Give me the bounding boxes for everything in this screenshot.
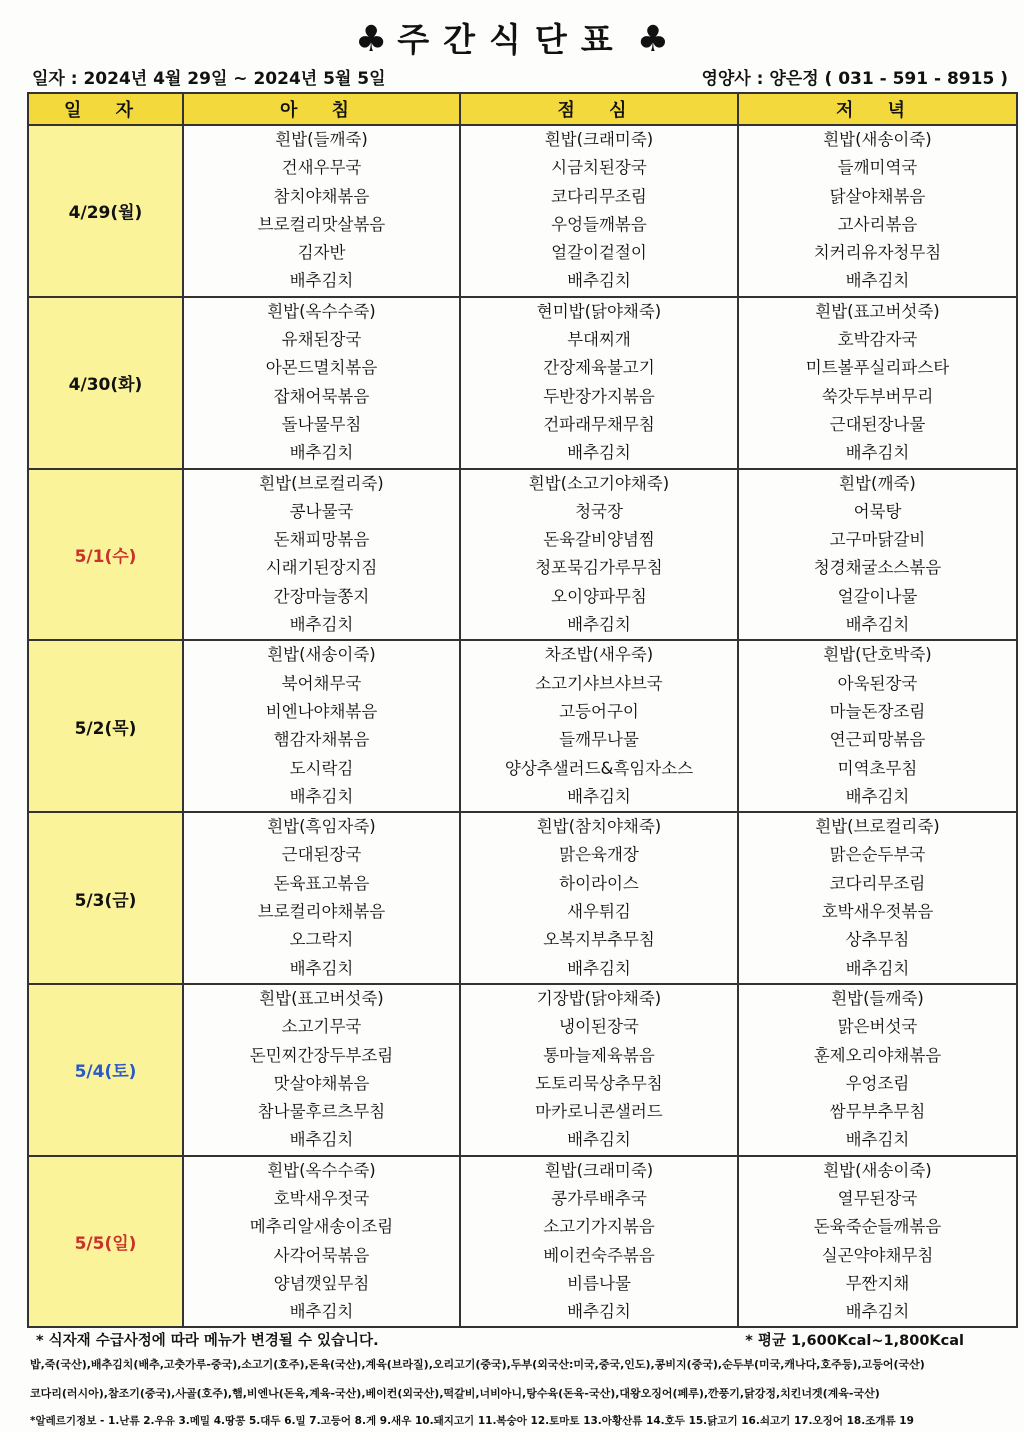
lunch-cell — [460, 984, 738, 1156]
dinner-cell — [738, 125, 1017, 297]
menu-item: 배추김치 — [845, 1130, 910, 1150]
day-row — [28, 984, 1017, 1156]
period-label: 일자 : 2024년 4월 29일 ~ 2024년 5월 5일 — [32, 69, 386, 89]
menu-item: 배추김치 — [289, 271, 354, 291]
menu-item: 배추김치 — [567, 958, 631, 978]
club-icon: ♣ — [355, 19, 388, 60]
menu-item: 미역초무침 — [837, 758, 918, 778]
allergy-info: *알레르기정보 - 1.난류 2.우유 3.메밀 4.땅콩 5.대두 6.밀 7.고등어 8.게 9.새우 10.돼지고기 11.복숭아 12.토마토 13.아황산류 14.호두 15.닭고기 16.쇠고기 17.오징어 18.조개류 19 — [30, 1415, 914, 1427]
day-row — [28, 469, 1017, 641]
menu-item: 기장밥(닭야채죽) — [536, 988, 662, 1008]
menu-item: 시래기된장지짐 — [265, 558, 378, 578]
menu-item: 배추김치 — [567, 1130, 631, 1150]
menu-item: 배추김치 — [567, 271, 631, 291]
menu-item: 배추김치 — [567, 443, 631, 463]
menu-item: 흰밥(표고버섯죽) — [259, 988, 384, 1008]
menu-item: 흰밥(참치야채죽) — [536, 817, 662, 837]
menu-item: 오그락지 — [289, 930, 354, 950]
menu-item: 배추김치 — [567, 615, 631, 635]
menu-item: 고구마닭갈비 — [829, 530, 926, 550]
menu-item: 소고기샤브샤브국 — [535, 673, 663, 693]
menu-item: 우엉조림 — [845, 1073, 910, 1093]
menu-item: 두반장가지볶음 — [543, 386, 655, 406]
menu-item: 맑은육개장 — [559, 845, 639, 865]
menu-item: 배추김치 — [845, 958, 910, 978]
day-date: 5/5(일) — [28, 1156, 183, 1328]
menu-item: 연근피망볶음 — [829, 730, 926, 750]
menu-item: 흰밥(새송이죽) — [267, 645, 376, 665]
menu-item: 콩가루배추국 — [551, 1188, 647, 1208]
menu-item: 배추김치 — [567, 786, 631, 806]
menu-item: 얼갈이나물 — [837, 586, 918, 606]
menu-item: 브로컬리맛살볶음 — [257, 214, 386, 234]
menu-item: 베이컨숙주볶음 — [543, 1245, 655, 1265]
menu-item: 하이라이스 — [559, 873, 639, 893]
menu-item: 참나물후르츠무침 — [257, 1102, 386, 1122]
menu-item: 오복지부추무침 — [543, 930, 655, 950]
menu-item: 돌나물무침 — [281, 414, 362, 434]
menu-item: 호박감자국 — [837, 330, 918, 350]
menu-item: 치커리유자청무침 — [813, 243, 942, 263]
menu-item: 햄감자채볶음 — [273, 730, 370, 750]
menu-item: 잡채어묵볶음 — [273, 386, 370, 406]
menu-item: 새우튀김 — [567, 902, 631, 922]
menu-item: 흰밥(새송이죽) — [823, 1160, 932, 1180]
menu-item: 닭살야채볶음 — [829, 186, 926, 206]
breakfast-cell — [183, 469, 460, 641]
menu-item: 실곤약야채무침 — [821, 1245, 934, 1265]
day-row — [28, 297, 1017, 469]
dinner-cell — [738, 640, 1017, 812]
menu-item: 흰밥(크래미죽) — [544, 1160, 654, 1180]
menu-item: 배추김치 — [567, 1302, 631, 1322]
col-header-dinner: 저 녁 — [738, 93, 1017, 125]
menu-item: 고등어구이 — [559, 701, 639, 721]
menu-item: 흰밥(옥수수죽) — [267, 301, 376, 321]
menu-item: 건파래무채무침 — [543, 414, 655, 434]
day-date: 5/3(금) — [28, 812, 183, 984]
menu-item: 고사리볶음 — [837, 214, 918, 234]
menu-item: 흰밥(흑임자죽) — [267, 817, 376, 837]
menu-item: 흰밥(소고기야채죽) — [528, 473, 670, 493]
menu-item: 배추김치 — [289, 1130, 354, 1150]
nutritionist-label: 영양사 : 양은정 ( 031 - 591 - 8915 ) — [701, 69, 1008, 89]
breakfast-cell — [183, 640, 460, 812]
menu-item: 배추김치 — [289, 443, 354, 463]
menu-item: 북어채무국 — [281, 673, 362, 693]
menu-item: 소고기가지볶음 — [543, 1217, 655, 1237]
menu-item: 흰밥(옥수수죽) — [267, 1160, 376, 1180]
menu-item: 비름나물 — [567, 1273, 631, 1293]
menu-item: 돈육갈비양념찜 — [543, 530, 655, 550]
menu-item: 무짠지채 — [845, 1273, 910, 1293]
menu-item: 맑은순두부국 — [829, 845, 926, 865]
dinner-cell — [738, 984, 1017, 1156]
day-date: 5/4(토) — [28, 984, 183, 1156]
menu-item: 호박새우젓국 — [273, 1188, 370, 1208]
menu-item: 돈민찌간장두부조림 — [249, 1045, 394, 1065]
day-date: 5/2(목) — [28, 640, 183, 812]
menu-item: 양념깻잎무침 — [273, 1273, 370, 1293]
menu-item: 열무된장국 — [837, 1188, 918, 1208]
day-row — [28, 812, 1017, 984]
menu-item: 상추무침 — [845, 930, 910, 950]
menu-item: 차조밥(새우죽) — [544, 645, 654, 665]
menu-item: 돈육죽순들깨볶음 — [813, 1217, 942, 1237]
menu-item: 근대된장나물 — [829, 414, 926, 434]
menu-item: 사각어묵볶음 — [273, 1245, 370, 1265]
menu-item: 흰밥(브로컬리죽) — [259, 473, 384, 493]
menu-item: 부대찌개 — [567, 330, 631, 350]
menu-item: 배추김치 — [289, 786, 354, 806]
menu-item: 참치야채볶음 — [273, 186, 370, 206]
menu-item: 도토리묵상추무침 — [535, 1073, 663, 1093]
day-row — [28, 640, 1017, 812]
menu-item: 브로컬리야채볶음 — [257, 902, 386, 922]
menu-item: 배추김치 — [289, 958, 354, 978]
menu-item: 흰밥(표고버섯죽) — [815, 301, 940, 321]
menu-item: 맛살야채볶음 — [273, 1073, 370, 1093]
menu-item: 쌈무부추무침 — [829, 1102, 926, 1122]
menu-item: 청포묵김가루무침 — [535, 558, 663, 578]
change-notice: * 식자재 수급사정에 따라 메뉴가 변경될 수 있습니다. — [36, 1333, 379, 1349]
menu-item: 돈채피망볶음 — [273, 530, 370, 550]
menu-item: 근대된장국 — [281, 845, 362, 865]
lunch-cell — [460, 297, 738, 469]
menu-item: 맑은버섯국 — [837, 1017, 918, 1037]
menu-item: 흰밥(들깨죽) — [831, 988, 924, 1008]
menu-item: 유채된장국 — [281, 330, 362, 350]
menu-item: 배추김치 — [845, 786, 910, 806]
origin-info-line-1: 밥,죽(국산),배추김치(배추,고춧가루-중국),소고기(호주),돈육(국산),계육(브라질),오리고기(중국),두부(외국산:미국,중국,인도),콩비지(중국),순두부(미국,캐나다,호주등),고등어(국산) — [30, 1358, 925, 1371]
menu-item: 흰밥(깨죽) — [839, 473, 916, 493]
menu-item: 양상추샐러드&흑임자소스 — [504, 758, 694, 778]
menu-item: 오이양파무침 — [551, 586, 647, 606]
menu-item: 현미밥(닭야채죽) — [536, 301, 662, 321]
menu-item: 흰밥(단호박죽) — [823, 645, 932, 665]
menu-item: 미트볼푸실리파스타 — [805, 358, 950, 378]
breakfast-cell — [183, 297, 460, 469]
menu-item: 얼갈이겉절이 — [551, 243, 647, 263]
menu-item: 코다리무조림 — [829, 873, 926, 893]
menu-item: 청경채굴소스볶음 — [813, 558, 942, 578]
day-row — [28, 125, 1017, 297]
dinner-cell — [738, 297, 1017, 469]
menu-item: 흰밥(새송이죽) — [823, 130, 932, 149]
day-date: 4/29(월) — [28, 125, 183, 297]
origin-info-line-2: 코다리(러시아),참조기(중국),사골(호주),햄,비엔나(돈육,계육-국산),베이컨(외국산),떡갈비,너비아니,탕수육(돈육-국산),대왕오징어(페루),깐풍기,닭강정,치킨너겟(계육-국산) — [30, 1387, 880, 1400]
menu-item: 배추김치 — [845, 271, 910, 291]
col-header-breakfast: 아 침 — [183, 93, 460, 125]
lunch-cell — [460, 469, 738, 641]
menu-item: 통마늘제육볶음 — [543, 1045, 655, 1065]
menu-item: 비엔나야채볶음 — [265, 701, 378, 721]
menu-item: 마카로니콘샐러드 — [535, 1102, 663, 1122]
col-header-lunch: 점 심 — [460, 93, 738, 125]
menu-item: 간장제육불고기 — [543, 358, 655, 378]
menu-item: 우엉들깨볶음 — [551, 214, 647, 234]
menu-item: 청국장 — [575, 501, 623, 521]
menu-item: 간장마늘쫑지 — [273, 586, 370, 606]
menu-item: 시금치된장국 — [551, 158, 647, 178]
menu-item: 콩나물국 — [289, 501, 354, 521]
menu-item: 소고기무국 — [281, 1017, 362, 1037]
menu-item: 흰밥(브로컬리죽) — [815, 817, 940, 837]
menu-item: 코다리무조림 — [551, 186, 647, 206]
club-icon: ♣ — [636, 19, 669, 60]
calorie-notice: * 평균 1,600Kcal~1,800Kcal — [745, 1333, 964, 1349]
menu-item: 훈제오리야채볶음 — [813, 1045, 942, 1065]
menu-item: 배추김치 — [289, 615, 354, 635]
header-row — [28, 93, 1017, 125]
menu-item: 건새우무국 — [281, 158, 362, 178]
menu-table — [27, 92, 1018, 1328]
menu-item: 배추김치 — [845, 443, 910, 463]
menu-item: 도시락김 — [289, 758, 354, 778]
menu-item: 냉이된장국 — [559, 1017, 639, 1037]
dinner-cell — [738, 812, 1017, 984]
menu-item: 흰밥(들깨죽) — [275, 130, 368, 149]
lunch-cell — [460, 1156, 738, 1328]
menu-item: 배추김치 — [289, 1302, 354, 1322]
breakfast-cell — [183, 812, 460, 984]
menu-item: 흰밥(크래미죽) — [544, 130, 654, 149]
menu-item: 쑥갓두부버무리 — [821, 386, 934, 406]
dinner-cell — [738, 1156, 1017, 1328]
menu-item: 배추김치 — [845, 1302, 910, 1322]
menu-item: 들깨미역국 — [837, 158, 918, 178]
menu-item: 돈육표고볶음 — [273, 873, 370, 893]
breakfast-cell — [183, 984, 460, 1156]
day-date: 4/30(화) — [28, 297, 183, 469]
day-date: 5/1(수) — [28, 469, 183, 641]
menu-item: 어묵탕 — [853, 501, 902, 521]
day-row — [28, 1156, 1017, 1328]
menu-item: 들깨무나물 — [559, 730, 639, 750]
menu-item: 김자반 — [297, 243, 346, 263]
dinner-cell — [738, 469, 1017, 641]
breakfast-cell — [183, 125, 460, 297]
lunch-cell — [460, 812, 738, 984]
menu-item: 메추리알새송이조림 — [249, 1217, 394, 1237]
lunch-cell — [460, 125, 738, 297]
menu-item: 배추김치 — [845, 615, 910, 635]
menu-item: 호박새우젓볶음 — [821, 902, 934, 922]
col-header-date: 일 자 — [28, 93, 183, 125]
menu-item: 아욱된장국 — [837, 673, 918, 693]
menu-item: 아몬드멸치볶음 — [265, 358, 378, 378]
breakfast-cell — [183, 1156, 460, 1328]
title-text: 주간식단표 — [397, 20, 627, 59]
lunch-cell — [460, 640, 738, 812]
menu-item: 마늘돈장조림 — [829, 701, 926, 721]
page-title — [0, 14, 1024, 61]
